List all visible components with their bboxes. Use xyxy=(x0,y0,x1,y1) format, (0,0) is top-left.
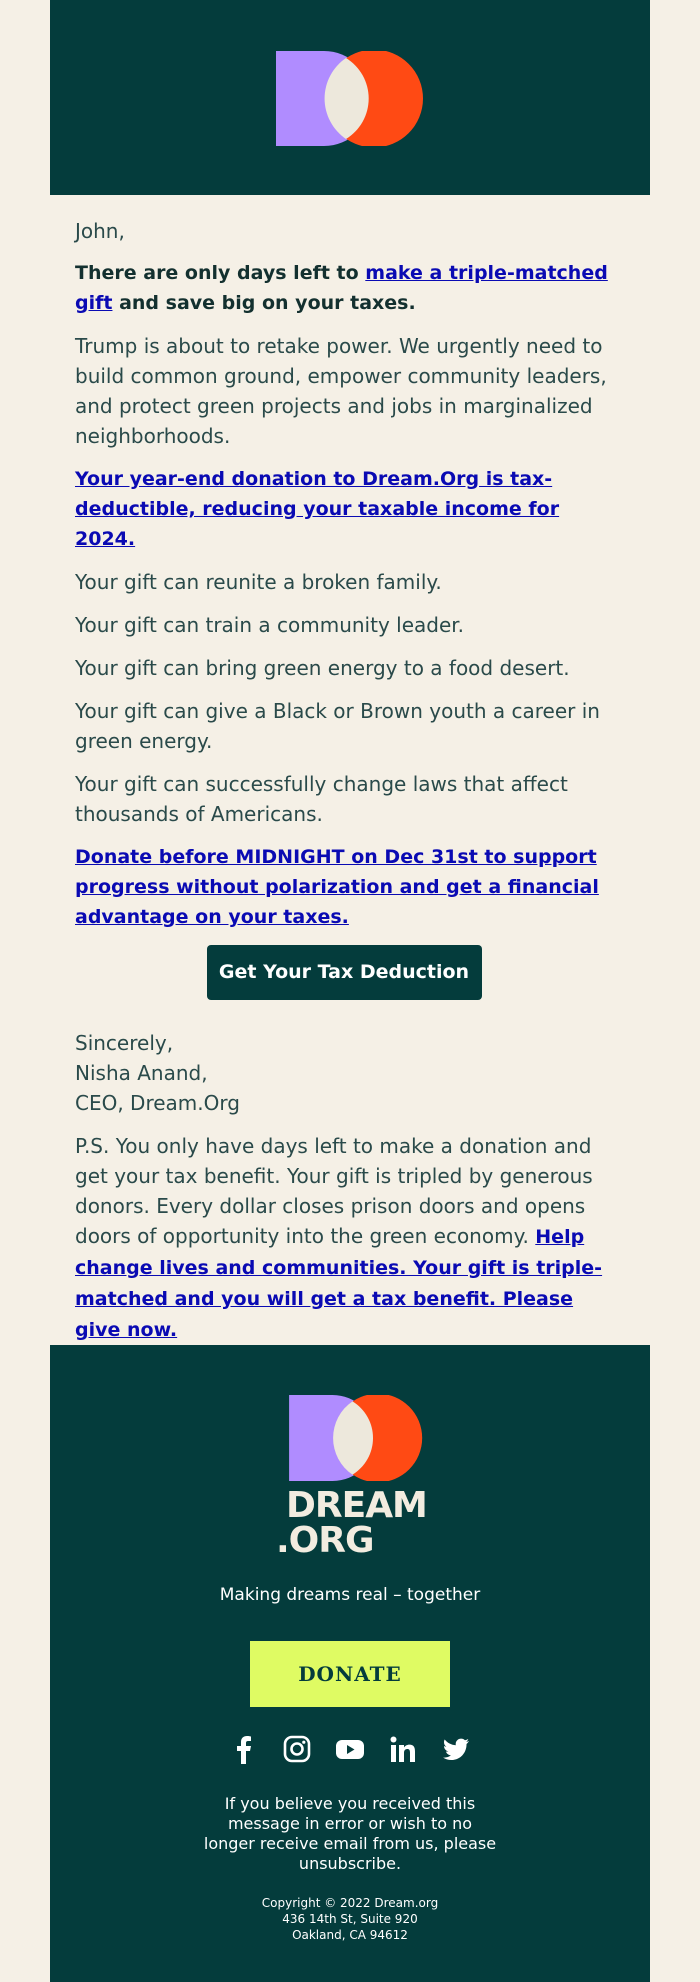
unsubscribe-notice: If you believe you received this message in error or wish to no longer receive email from us, please unsubscribe. xyxy=(203,1794,497,1873)
email-footer xyxy=(50,1345,650,1982)
address-line-1: 436 14th St, Suite 920 xyxy=(282,1912,418,1926)
email-body xyxy=(75,216,625,1358)
ps-text: P.S. You only have days left to make a donation and get your tax benefit. Your gift is tripled by generous donors. Every dollar closes prison doors and opens doors of opportunity into the green economy. xyxy=(75,1134,593,1248)
lead-paragraph xyxy=(75,258,625,318)
signer-name: Nisha Anand, xyxy=(75,1061,208,1085)
tax-deduction-button[interactable]: Get Your Tax Deduction xyxy=(207,945,482,1000)
tagline: Making dreams real – together xyxy=(219,1585,481,1605)
twitter-icon[interactable] xyxy=(432,1734,480,1764)
dream-org-footer-logo-icon xyxy=(287,1395,427,1481)
gift-line: Your gift can train a community leader. xyxy=(75,613,465,637)
copyright: Copyright © 2022 Dream.org xyxy=(261,1896,439,1910)
gift-line: Your gift can successfully change laws that affect thousands of Americans. xyxy=(75,772,568,826)
brand-line-2: .ORG xyxy=(276,1520,374,1561)
gift-line: Your gift can give a Black or Brown youth a career in green energy. xyxy=(75,699,600,753)
facebook-icon[interactable] xyxy=(220,1734,268,1764)
tax-deductible-link[interactable]: Your year-end donation to Dream.Org is tax-deductible, reducing your taxable income for 2024. xyxy=(75,468,560,550)
brand-wordmark xyxy=(276,1485,427,1561)
social-links xyxy=(50,1734,650,1764)
signer-title: CEO, Dream.Org xyxy=(75,1091,240,1115)
greeting: John, xyxy=(75,219,125,243)
dream-org-logo xyxy=(276,51,426,146)
gift-line: Your gift can reunite a broken family. xyxy=(75,570,442,594)
ps-paragraph xyxy=(75,1131,625,1345)
lead-text-after: and save big on your taxes. xyxy=(112,292,416,314)
brand-line-1: DREAM xyxy=(286,1485,427,1526)
linkedin-icon[interactable] xyxy=(379,1734,427,1764)
intro-paragraph: Trump is about to retake power. We urgently need to build common ground, empower community leaders, and protect green projects and jobs in marginalized neighborhoods. xyxy=(75,334,607,448)
gift-line: Your gift can bring green energy to a food desert. xyxy=(75,656,570,680)
tax-paragraph xyxy=(75,464,625,554)
give-now-link[interactable]: Help change lives and communities. Your gift is triple-matched and you will get a tax benefit. Please give now. xyxy=(75,1226,603,1341)
triple-match-link[interactable]: make a triple-matched gift xyxy=(75,262,608,314)
signature xyxy=(75,1028,625,1118)
address-line-2: Oakland, CA 94612 xyxy=(292,1928,408,1942)
donate-deadline-link[interactable]: Donate before MIDNIGHT on Dec 31st to support progress without polarization and get a financial advantage on your taxes. xyxy=(75,846,599,928)
lead-text: There are only days left to xyxy=(75,262,366,284)
instagram-icon[interactable] xyxy=(273,1734,321,1764)
email-header xyxy=(50,0,650,195)
copyright-block xyxy=(50,1895,650,1943)
donate-button[interactable]: DONATE xyxy=(250,1641,450,1707)
deadline-paragraph xyxy=(75,842,625,932)
signoff: Sincerely, xyxy=(75,1031,174,1055)
cta-container xyxy=(75,945,625,1000)
youtube-icon[interactable] xyxy=(326,1734,374,1764)
